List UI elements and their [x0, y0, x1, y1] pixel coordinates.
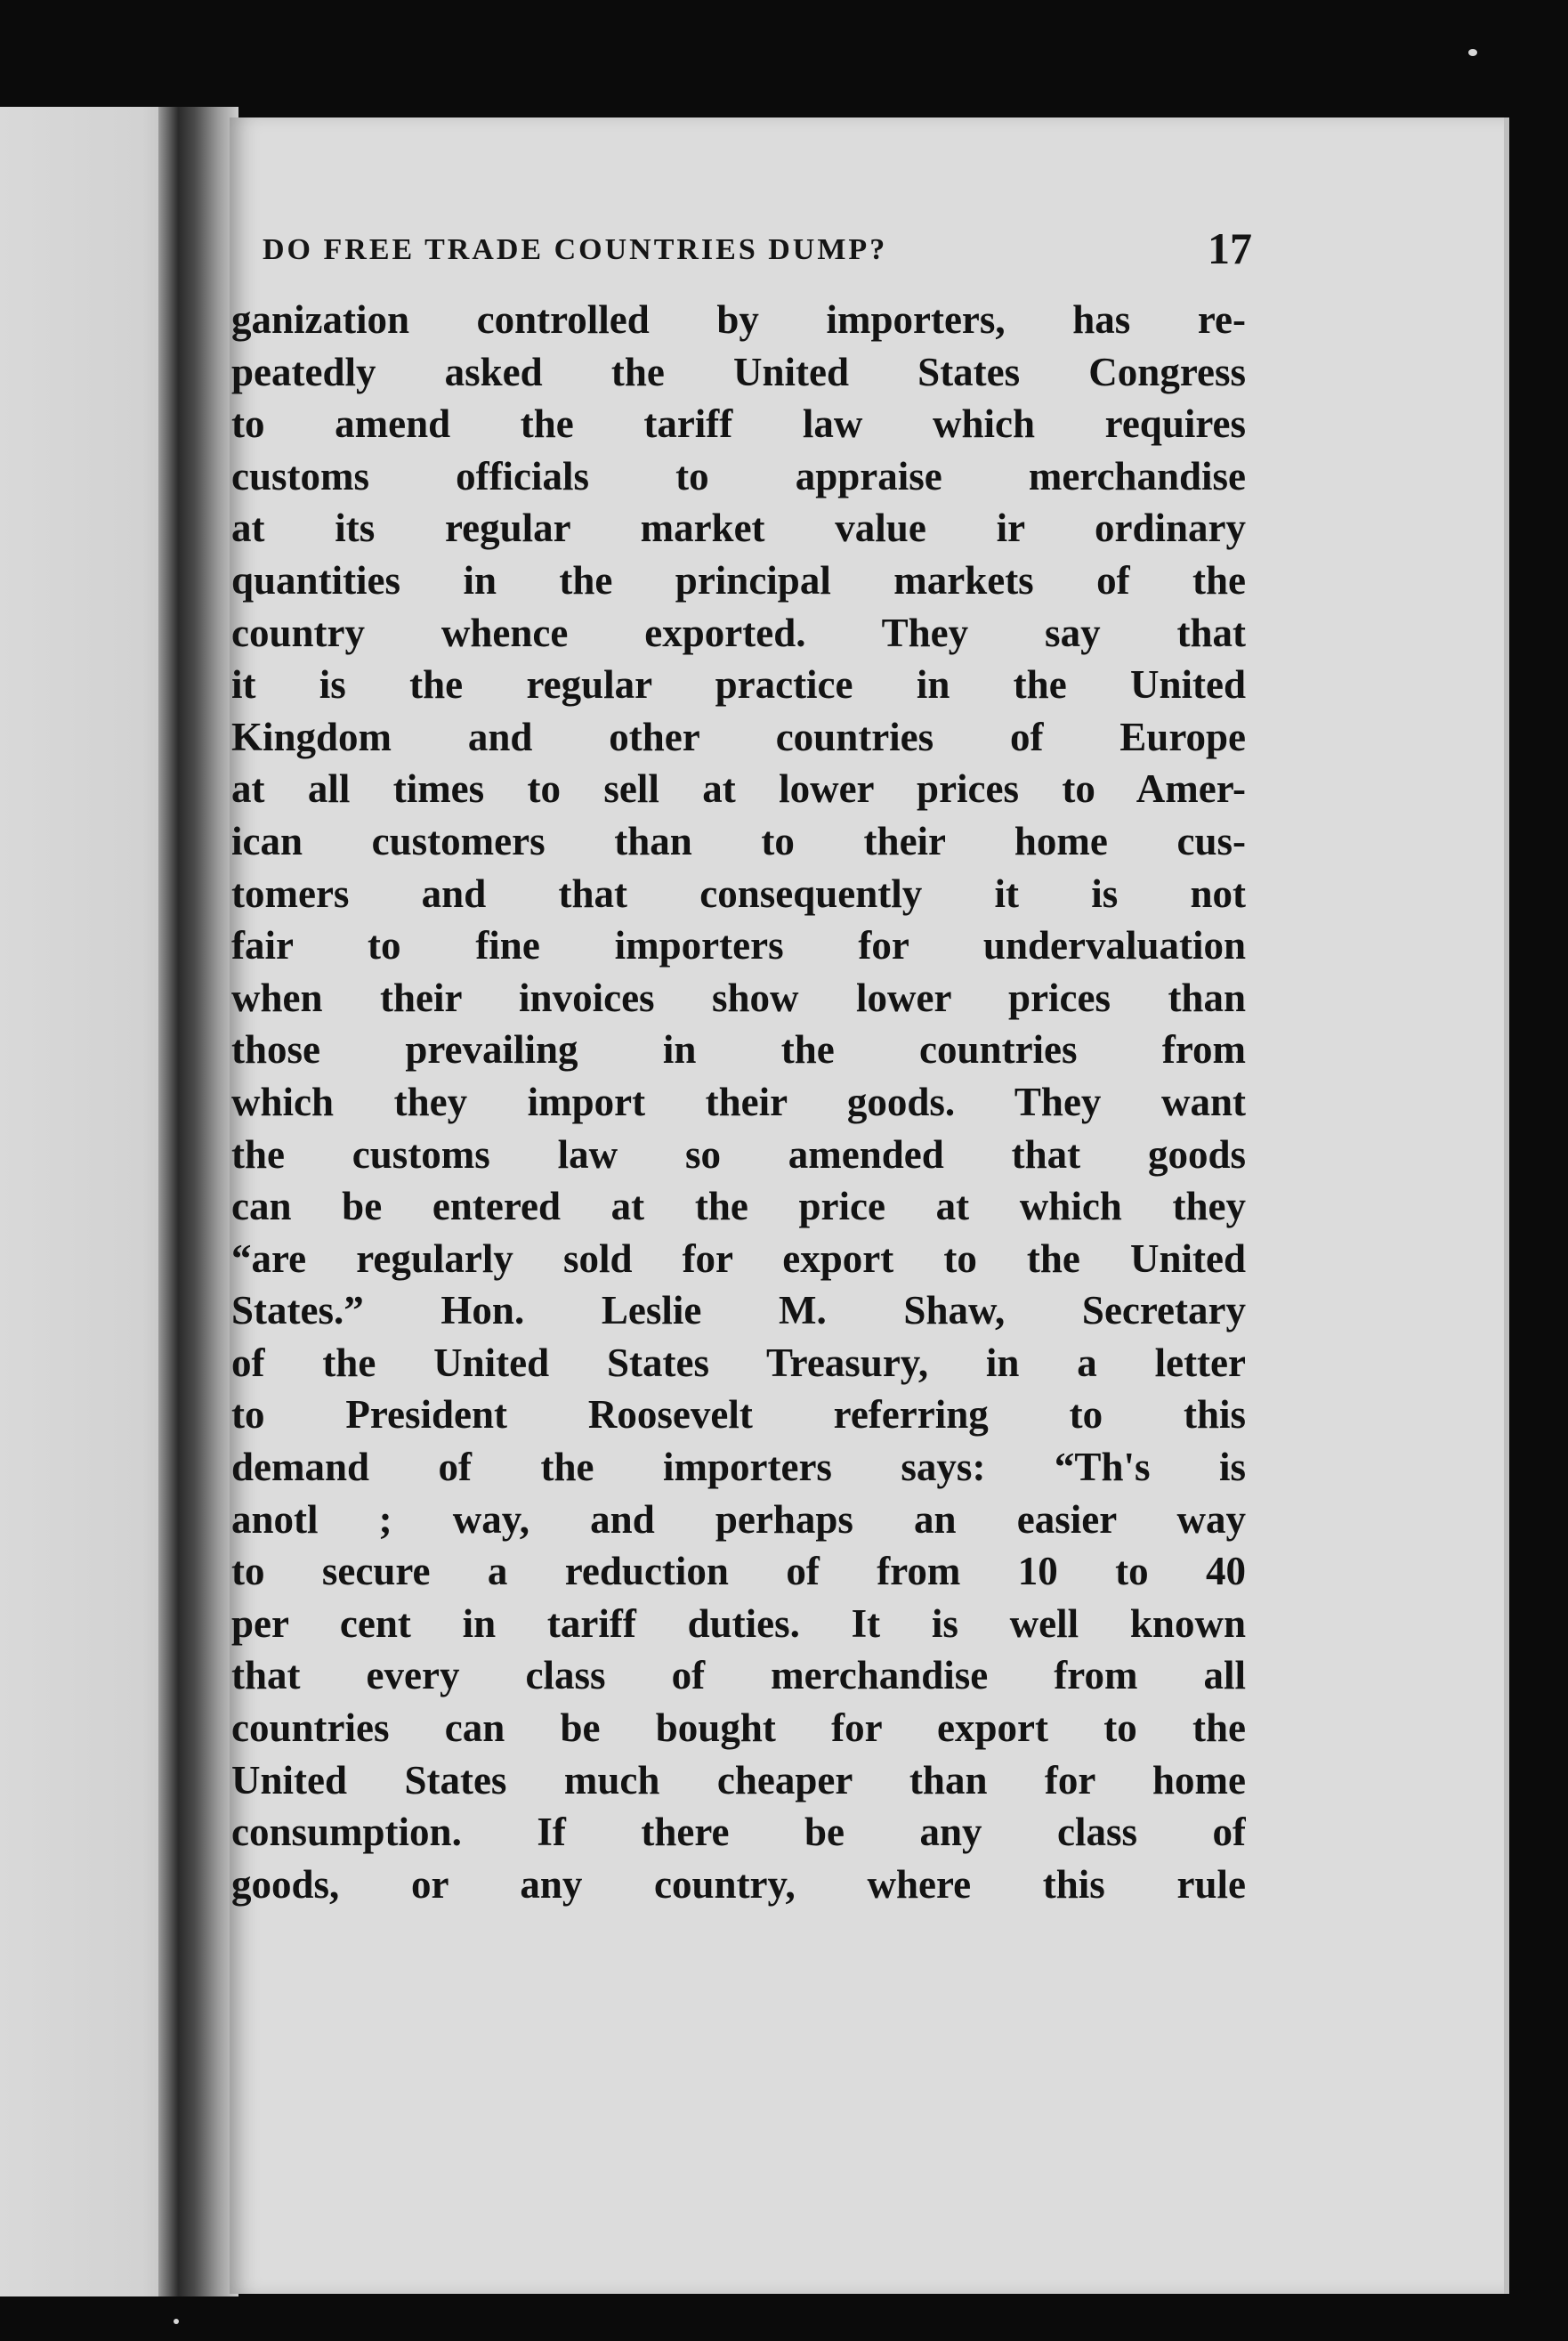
text-line: fair to fine importers for undervaluation: [231, 923, 1246, 968]
book-gutter: [158, 107, 238, 2296]
text-line: to amend the tariff law which requires: [231, 401, 1246, 447]
page-number: 17: [1208, 223, 1252, 273]
text-line: countries can be bought for export to the: [231, 1705, 1246, 1751]
text-line: demand of the importers says: “Th's is: [231, 1445, 1246, 1490]
text-line: anotl ; way, and perhaps an easier way: [231, 1496, 1246, 1542]
scan-speck: [1468, 49, 1477, 56]
text-line: at all times to sell at lower prices to Amer-: [231, 766, 1246, 812]
text-line: customs officials to appraise merchandise: [231, 453, 1246, 498]
text-line: country whence exported. They say that: [231, 610, 1246, 655]
running-head: DO FREE TRADE COUNTRIES DUMP?: [263, 233, 888, 266]
text-line: it is the regular practice in the United: [231, 662, 1246, 708]
text-line: to President Roosevelt referring to this: [231, 1392, 1246, 1438]
text-line: “are regularly sold for export to the United: [231, 1235, 1246, 1281]
page-edge-shadow: [1504, 117, 1509, 2294]
text-line: which they import their goods. They want: [231, 1079, 1246, 1124]
text-line: at its regular market value ir ordinary: [231, 506, 1246, 551]
text-line: of the United States Treasury, in a letter: [231, 1340, 1246, 1385]
text-line: States.” Hon. Leslie M. Shaw, Secretary: [231, 1288, 1246, 1333]
text-line: ganization controlled by importers, has re-: [231, 297, 1246, 342]
text-line: those prevailing in the countries from: [231, 1027, 1246, 1073]
text-line: peatedly asked the United States Congress: [231, 349, 1246, 394]
text-line: goods, or any country, where this rule: [231, 1861, 1246, 1907]
scan-speck: [174, 2319, 179, 2324]
text-line: consumption. If there be any class of: [231, 1810, 1246, 1855]
text-line: tomers and that consequently it is not: [231, 871, 1246, 916]
body-text: [231, 294, 1246, 1910]
facing-page-edge: [0, 107, 178, 2296]
text-line: can be entered at the price at which they: [231, 1184, 1246, 1229]
page-header: [263, 223, 1252, 285]
text-line: that every class of merchandise from all: [231, 1653, 1246, 1698]
text-line: per cent in tariff duties. It is well known: [231, 1600, 1246, 1646]
text-line: United States much cheaper than for home: [231, 1757, 1246, 1802]
text-line: quantities in the principal markets of the: [231, 557, 1246, 603]
text-line: when their invoices show lower prices than: [231, 975, 1246, 1020]
text-line: the customs law so amended that goods: [231, 1131, 1246, 1177]
text-line: Kingdom and other countries of Europe: [231, 714, 1246, 759]
text-line: ican customers than to their home cus-: [231, 818, 1246, 863]
text-line: to secure a reduction of from 10 to 40: [231, 1549, 1246, 1594]
